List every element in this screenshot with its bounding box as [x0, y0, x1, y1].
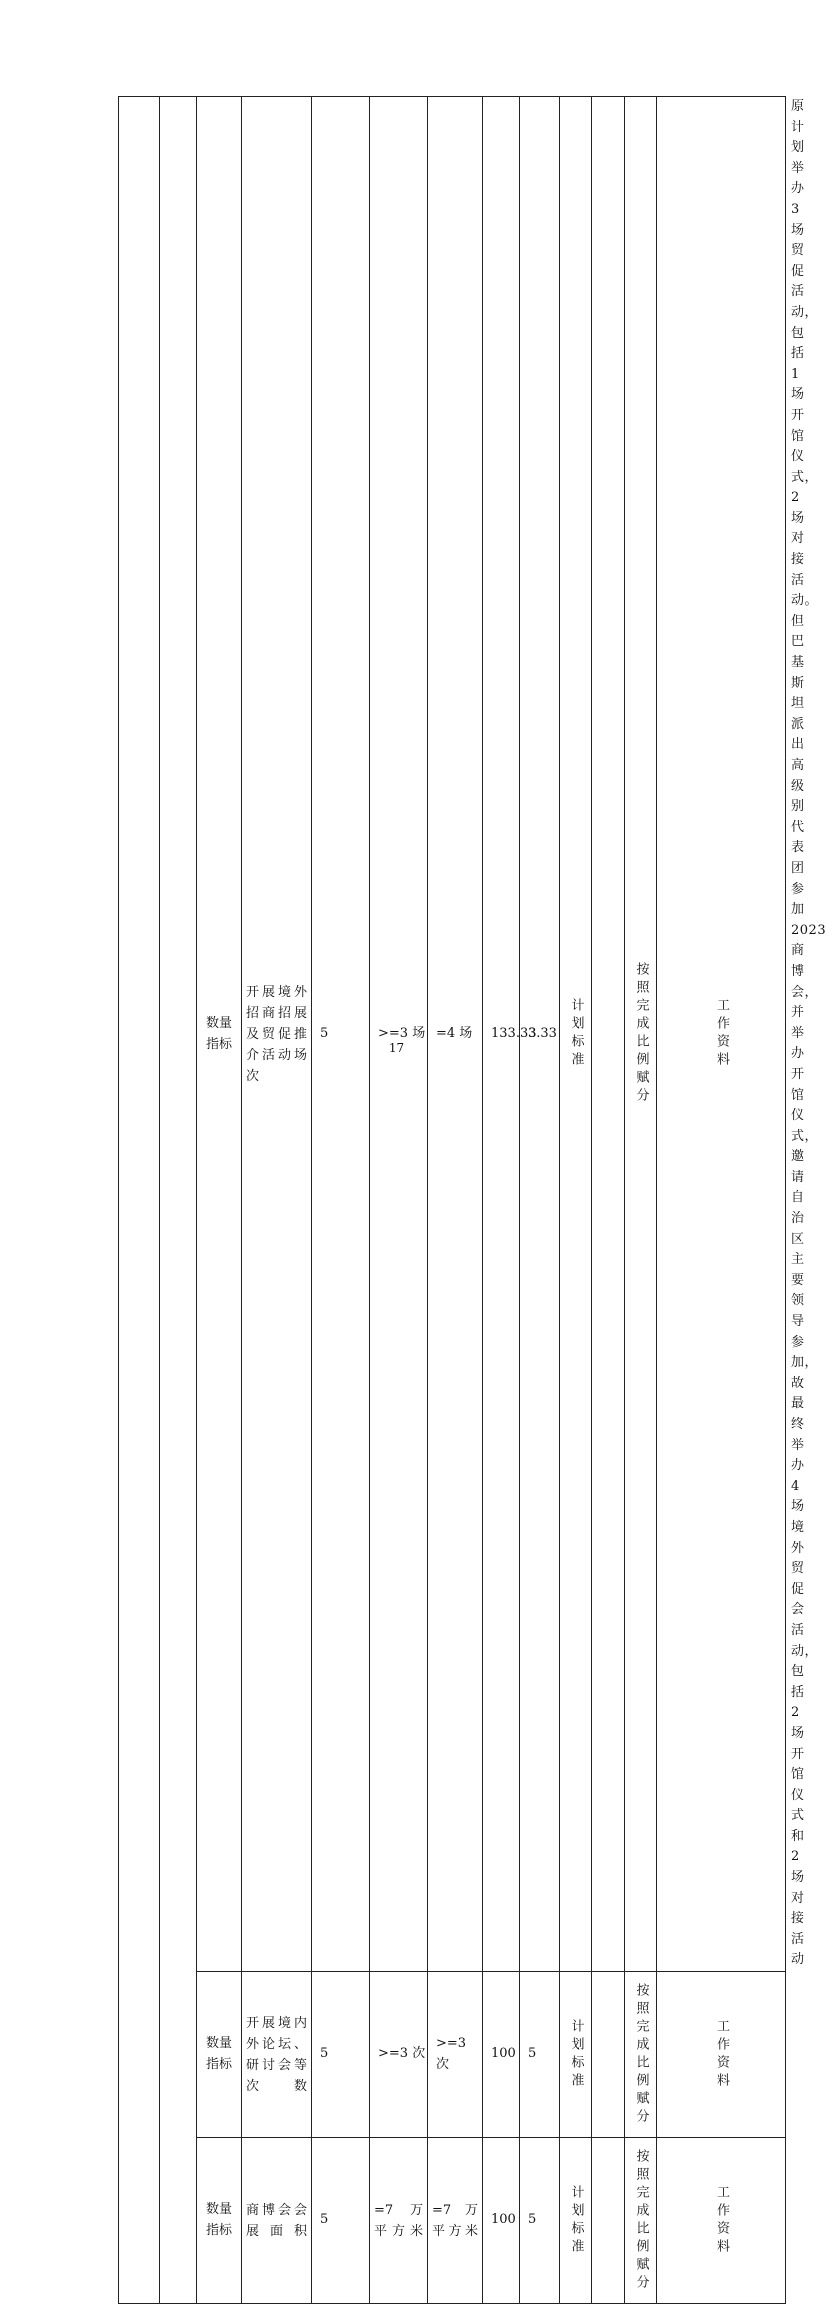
blank-cell-level1	[119, 97, 160, 2304]
score-value: 5	[520, 1972, 560, 2138]
source-cell	[657, 97, 786, 1972]
source-cell	[657, 1972, 786, 2138]
category-cell	[197, 1972, 242, 2138]
category-label: 数量指标	[205, 2036, 232, 2073]
weight-value: 5	[312, 2138, 370, 2304]
page-number: 17	[388, 1041, 405, 1055]
blank-cell	[592, 2138, 625, 2304]
completion-rate: 133.33	[483, 97, 520, 1972]
standard-text: 计划标准	[568, 998, 584, 1071]
score-value: 5	[520, 2138, 560, 2304]
method-cell	[625, 1972, 657, 2138]
standard-text: 计划标准	[568, 2018, 584, 2091]
target-value: >=3 场	[370, 97, 428, 1972]
target-cell	[370, 2138, 428, 2304]
actual-value: =4 场	[428, 97, 483, 1972]
performance-indicator-table	[118, 96, 826, 2304]
target-value: >=3 次	[370, 1972, 428, 2138]
actual-value: >=3 次	[428, 1972, 483, 2138]
method-cell	[625, 97, 657, 1972]
actual-cell	[428, 2138, 483, 2304]
indicator-name: 开展境外招商招展及贸促推介活动场次	[246, 984, 307, 1084]
standard-text: 计划标准	[568, 2184, 584, 2257]
blank-cell-level2	[160, 97, 197, 2304]
indicator-cell	[242, 1972, 312, 2138]
indicator-cell	[242, 97, 312, 1972]
table-row	[119, 1972, 786, 2138]
blank-cell	[592, 1972, 625, 2138]
source-text: 工作资料	[714, 2184, 729, 2257]
table-row: 数量指标 开展境外招商招展及贸促推介活动场次 5 >=3 场 =4 场 133.33 3.33 计划标准 按照完成比例赋分 工作资料 原计划举办 3 场贸促活动，包括 1 场开馆仪式，2 场对接活动。但巴基斯坦派出高级别代表团参加 2023 商博会，并举办开馆仪式，邀请自治区主要领导参加，故最终举办 4 场境外贸促会活动，包括 2 场开馆仪式和 2 场对接活动	[119, 97, 786, 1972]
standard-cell	[560, 97, 592, 1972]
source-cell	[657, 2138, 786, 2304]
indicator-name: 商博会会展面积	[246, 2202, 307, 2239]
weight-value: 5	[312, 1972, 370, 2138]
category-label: 数量指标	[205, 2202, 232, 2239]
weight-value: 5	[312, 97, 370, 1972]
blank-cell	[592, 97, 625, 1972]
completion-rate: 100	[483, 1972, 520, 2138]
method-text: 按照完成比例赋分	[633, 1982, 649, 2127]
indicator-cell	[242, 2138, 312, 2304]
method-cell	[625, 2138, 657, 2304]
standard-cell	[560, 1972, 592, 2138]
category-label: 数量指标	[205, 1015, 232, 1052]
target-value: =7 万平方米	[374, 2202, 423, 2239]
table-row	[119, 2138, 786, 2304]
source-text: 工作资料	[714, 998, 729, 1071]
actual-value: =7 万平方米	[432, 2202, 478, 2239]
method-text: 按照完成比例赋分	[633, 2148, 649, 2293]
source-text: 工作资料	[714, 2018, 729, 2091]
indicator-name: 开展境内外论坛、研讨会等次数	[246, 2015, 307, 2094]
standard-cell	[560, 2138, 592, 2304]
score-value: 3.33	[520, 97, 560, 1972]
completion-rate: 100	[483, 2138, 520, 2304]
category-cell	[197, 2138, 242, 2304]
category-cell	[197, 97, 242, 1972]
method-text: 按照完成比例赋分	[633, 962, 649, 1107]
